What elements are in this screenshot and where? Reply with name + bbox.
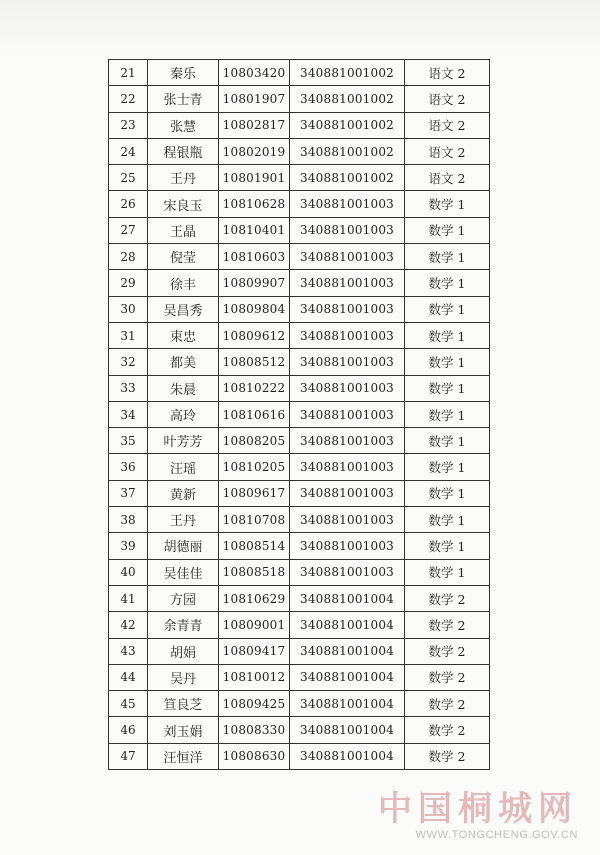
watermark-logo-text: 中国桐城网 (378, 789, 578, 829)
candidate-name-cell: 张慧 (148, 112, 219, 138)
row-number-cell: 23 (109, 112, 148, 138)
subject-cell: 数学 1 (405, 296, 490, 322)
candidate-name-cell: 方园 (148, 585, 219, 611)
table-row (109, 60, 490, 86)
position-code-cell: 340881001004 (290, 612, 405, 638)
row-number-cell: 44 (109, 664, 148, 690)
exam-id-cell: 10801907 (219, 86, 290, 112)
candidate-name-cell: 黄新 (148, 480, 219, 506)
position-code-cell: 340881001004 (290, 691, 405, 717)
candidate-name-cell: 吴佳佳 (148, 559, 219, 585)
exam-id-cell: 10808330 (219, 717, 290, 743)
row-number-cell: 40 (109, 559, 148, 585)
scan-shadow (0, 0, 600, 60)
row-number-cell: 42 (109, 612, 148, 638)
position-code-cell: 340881001003 (290, 349, 405, 375)
table-row (109, 244, 490, 270)
table-row (109, 533, 490, 559)
subject-cell: 数学 2 (405, 717, 490, 743)
exam-id-cell: 10808512 (219, 349, 290, 375)
subject-cell: 数学 1 (405, 533, 490, 559)
subject-cell: 语文 2 (405, 165, 490, 191)
position-code-cell: 340881001003 (290, 507, 405, 533)
candidate-name-cell: 倪莹 (148, 244, 219, 270)
row-number-cell: 25 (109, 165, 148, 191)
table-row (109, 691, 490, 717)
row-number-cell: 31 (109, 322, 148, 348)
position-code-cell: 340881001003 (290, 533, 405, 559)
position-code-cell: 340881001003 (290, 428, 405, 454)
roster-table-body (109, 60, 490, 770)
position-code-cell: 340881001002 (290, 60, 405, 86)
candidate-name-cell: 汪恒洋 (148, 743, 219, 769)
candidate-name-cell: 叶芳芳 (148, 428, 219, 454)
exam-id-cell: 10808630 (219, 743, 290, 769)
table-row (109, 138, 490, 164)
exam-id-cell: 10810629 (219, 585, 290, 611)
subject-cell: 数学 1 (405, 244, 490, 270)
table-row (109, 296, 490, 322)
subject-cell: 数学 2 (405, 612, 490, 638)
row-number-cell: 43 (109, 638, 148, 664)
subject-cell: 数学 1 (405, 480, 490, 506)
row-number-cell: 34 (109, 401, 148, 427)
candidate-name-cell: 朱晨 (148, 375, 219, 401)
subject-cell: 语文 2 (405, 60, 490, 86)
row-number-cell: 28 (109, 244, 148, 270)
position-code-cell: 340881001004 (290, 743, 405, 769)
candidate-name-cell: 刘玉娟 (148, 717, 219, 743)
exam-id-cell: 10803420 (219, 60, 290, 86)
row-number-cell: 45 (109, 691, 148, 717)
exam-id-cell: 10810222 (219, 375, 290, 401)
subject-cell: 数学 2 (405, 585, 490, 611)
position-code-cell: 340881001003 (290, 270, 405, 296)
row-number-cell: 35 (109, 428, 148, 454)
row-number-cell: 37 (109, 480, 148, 506)
position-code-cell: 340881001003 (290, 401, 405, 427)
position-code-cell: 340881001003 (290, 480, 405, 506)
position-code-cell: 340881001002 (290, 165, 405, 191)
subject-cell: 数学 2 (405, 664, 490, 690)
row-number-cell: 30 (109, 296, 148, 322)
table-row (109, 717, 490, 743)
exam-id-cell: 10810603 (219, 244, 290, 270)
position-code-cell: 340881001003 (290, 454, 405, 480)
candidate-name-cell: 王丹 (148, 165, 219, 191)
subject-cell: 数学 1 (405, 401, 490, 427)
candidate-name-cell: 汪瑶 (148, 454, 219, 480)
watermark-logo (378, 789, 578, 829)
exam-id-cell: 10808518 (219, 559, 290, 585)
table-row (109, 349, 490, 375)
row-number-cell: 39 (109, 533, 148, 559)
position-code-cell: 340881001004 (290, 638, 405, 664)
row-number-cell: 21 (109, 60, 148, 86)
table-row (109, 454, 490, 480)
position-code-cell: 340881001002 (290, 86, 405, 112)
row-number-cell: 36 (109, 454, 148, 480)
position-code-cell: 340881001004 (290, 717, 405, 743)
exam-id-cell: 10809804 (219, 296, 290, 322)
exam-id-cell: 10801901 (219, 165, 290, 191)
table-row (109, 638, 490, 664)
subject-cell: 数学 2 (405, 743, 490, 769)
candidate-name-cell: 秦乐 (148, 60, 219, 86)
row-number-cell: 26 (109, 191, 148, 217)
subject-cell: 数学 1 (405, 270, 490, 296)
candidate-name-cell: 束忠 (148, 322, 219, 348)
candidate-name-cell: 宋良玉 (148, 191, 219, 217)
site-watermark (378, 789, 578, 841)
subject-cell: 数学 1 (405, 191, 490, 217)
row-number-cell: 29 (109, 270, 148, 296)
candidate-name-cell: 程银瓶 (148, 138, 219, 164)
exam-id-cell: 10809425 (219, 691, 290, 717)
exam-id-cell: 10808514 (219, 533, 290, 559)
subject-cell: 数学 1 (405, 454, 490, 480)
position-code-cell: 340881001003 (290, 559, 405, 585)
subject-cell: 语文 2 (405, 138, 490, 164)
candidate-name-cell: 都美 (148, 349, 219, 375)
candidate-name-cell: 胡德丽 (148, 533, 219, 559)
table-row (109, 86, 490, 112)
table-row (109, 375, 490, 401)
table-row (109, 270, 490, 296)
exam-id-cell: 10810401 (219, 217, 290, 243)
subject-cell: 数学 1 (405, 507, 490, 533)
position-code-cell: 340881001002 (290, 112, 405, 138)
table-row (109, 112, 490, 138)
exam-id-cell: 10810616 (219, 401, 290, 427)
position-code-cell: 340881001003 (290, 322, 405, 348)
exam-id-cell: 10809612 (219, 322, 290, 348)
row-number-cell: 38 (109, 507, 148, 533)
candidate-name-cell: 胡娟 (148, 638, 219, 664)
watermark-url: WWW.TONGCHENG.GOV.CN (415, 829, 578, 841)
table-row (109, 401, 490, 427)
table-row (109, 507, 490, 533)
row-number-cell: 27 (109, 217, 148, 243)
subject-cell: 数学 1 (405, 375, 490, 401)
position-code-cell: 340881001003 (290, 296, 405, 322)
row-number-cell: 41 (109, 585, 148, 611)
position-code-cell: 340881001003 (290, 191, 405, 217)
candidate-name-cell: 笪良芝 (148, 691, 219, 717)
position-code-cell: 340881001002 (290, 138, 405, 164)
table-row (109, 191, 490, 217)
candidate-name-cell: 吴丹 (148, 664, 219, 690)
candidate-name-cell: 吴昌秀 (148, 296, 219, 322)
exam-id-cell: 10810205 (219, 454, 290, 480)
table-row (109, 322, 490, 348)
row-number-cell: 33 (109, 375, 148, 401)
table-row (109, 217, 490, 243)
exam-id-cell: 10809617 (219, 480, 290, 506)
candidate-name-cell: 王晶 (148, 217, 219, 243)
subject-cell: 数学 1 (405, 428, 490, 454)
table-row (109, 585, 490, 611)
table-row (109, 743, 490, 769)
subject-cell: 数学 2 (405, 638, 490, 664)
row-number-cell: 32 (109, 349, 148, 375)
table-row (109, 664, 490, 690)
exam-id-cell: 10802019 (219, 138, 290, 164)
exam-id-cell: 10809417 (219, 638, 290, 664)
exam-id-cell: 10802817 (219, 112, 290, 138)
exam-id-cell: 10810012 (219, 664, 290, 690)
row-number-cell: 46 (109, 717, 148, 743)
row-number-cell: 22 (109, 86, 148, 112)
position-code-cell: 340881001004 (290, 664, 405, 690)
exam-id-cell: 10810708 (219, 507, 290, 533)
candidate-name-cell: 徐丰 (148, 270, 219, 296)
table-row (109, 428, 490, 454)
subject-cell: 数学 2 (405, 691, 490, 717)
roster-table (108, 59, 490, 770)
subject-cell: 语文 2 (405, 112, 490, 138)
subject-cell: 语文 2 (405, 86, 490, 112)
exam-id-cell: 10809001 (219, 612, 290, 638)
table-row (109, 480, 490, 506)
subject-cell: 数学 1 (405, 559, 490, 585)
candidate-name-cell: 王丹 (148, 507, 219, 533)
row-number-cell: 47 (109, 743, 148, 769)
position-code-cell: 340881001003 (290, 375, 405, 401)
subject-cell: 数学 1 (405, 322, 490, 348)
subject-cell: 数学 1 (405, 349, 490, 375)
table-row (109, 165, 490, 191)
exam-id-cell: 10809907 (219, 270, 290, 296)
position-code-cell: 340881001004 (290, 585, 405, 611)
exam-id-cell: 10808205 (219, 428, 290, 454)
table-row (109, 612, 490, 638)
exam-id-cell: 10810628 (219, 191, 290, 217)
position-code-cell: 340881001003 (290, 244, 405, 270)
table-row (109, 559, 490, 585)
candidate-name-cell: 张士青 (148, 86, 219, 112)
position-code-cell: 340881001003 (290, 217, 405, 243)
subject-cell: 数学 1 (405, 217, 490, 243)
candidate-name-cell: 高玲 (148, 401, 219, 427)
row-number-cell: 24 (109, 138, 148, 164)
candidate-name-cell: 余青青 (148, 612, 219, 638)
